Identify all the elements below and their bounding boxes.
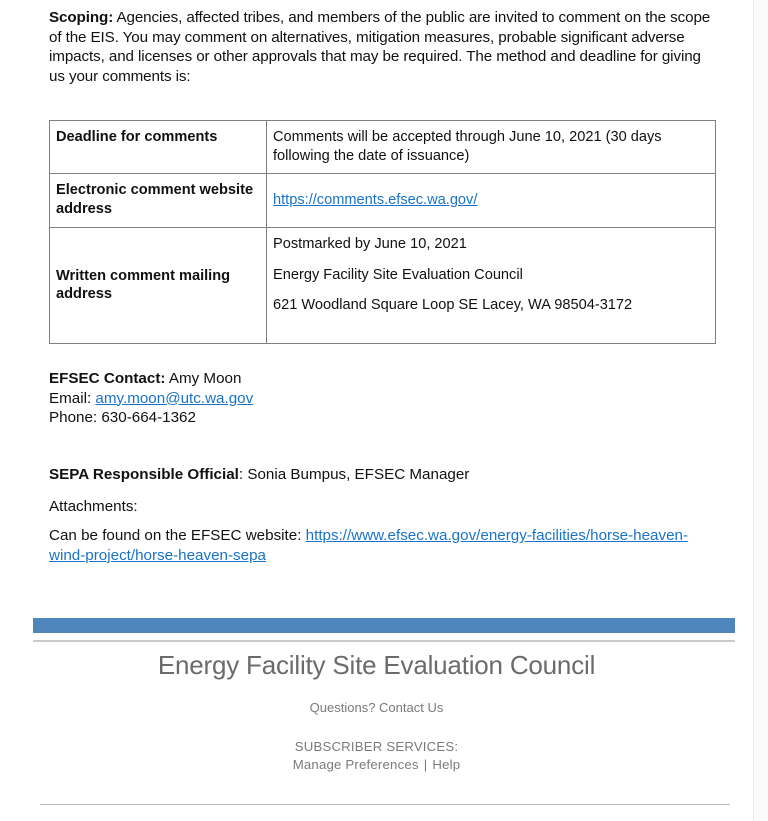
table-row <box>50 228 716 344</box>
subscriber-services <box>0 738 753 774</box>
footer-title: Energy Facility Site Evaluation Council <box>157 650 596 680</box>
footer-accent-bar <box>33 618 735 633</box>
attachments-heading: Attachments: <box>49 498 138 515</box>
table-row <box>50 174 716 228</box>
email-label: Email: <box>49 389 96 407</box>
email-link[interactable]: amy.moon@utc.wa.gov <box>95 389 254 407</box>
agency-name-text: Energy Facility Site Evaluation Council <box>273 266 523 283</box>
subscriber-services-links <box>0 756 753 774</box>
email-line <box>49 389 719 409</box>
comments-website-link[interactable]: https://comments.efsec.wa.gov/ <box>273 191 478 208</box>
deadline-text: Comments will be accepted through June 10, 2021 (30 days following the date of issuance) <box>273 129 662 164</box>
row-value-mailing <box>267 228 716 344</box>
efsec-contact-label: EFSEC Contact: <box>49 370 166 387</box>
scoping-label: Scoping: <box>49 9 114 26</box>
postmark-text: Postmarked by June 10, 2021 <box>273 236 467 252</box>
comment-information-table <box>49 120 716 344</box>
scoping-paragraph-container <box>49 8 717 86</box>
street-address-text: 621 Woodland Square Loop SE Lacey, WA 98504-3172 <box>273 297 633 313</box>
sepa-official-block <box>49 465 719 485</box>
attachments-lead-text: Can be found on the EFSEC website: <box>49 527 306 544</box>
manage-preferences-link[interactable]: Manage Preferences <box>292 757 419 772</box>
row-label-mailing: Written comment mailing address <box>50 228 267 344</box>
scoping-paragraph <box>49 8 717 86</box>
row-label-deadline: Deadline for comments <box>50 121 267 174</box>
scoping-text: Agencies, affected tribes, and members of the public are invited to comment on the scope of the EIS. You may comment on alternatives, mitigation measures, probable significant adverse impacts, and licenses or other approvals that may be required. The method and deadline for giving us your comments is: <box>49 9 711 85</box>
row-value-deadline <box>267 121 716 174</box>
attachments-url-link[interactable]: https://www.efsec.wa.gov/energy-facilities/horse-heaven-wind-project/horse-heaven-sepa <box>49 527 689 564</box>
sepa-value: : Sonia Bumpus, EFSEC Manager <box>238 466 470 483</box>
footer-contact-us[interactable]: Questions? Contact Us <box>309 700 444 715</box>
efsec-contact-name: Amy Moon <box>165 370 242 387</box>
row-label-website: Electronic comment website address <box>50 174 267 228</box>
phone-line <box>49 408 719 428</box>
subscriber-services-heading: SUBSCRIBER SERVICES: <box>294 739 459 754</box>
row-value-website <box>267 174 716 228</box>
link-separator: | <box>423 757 428 772</box>
page-right-gutter <box>753 0 768 821</box>
efsec-contact-line <box>49 369 719 389</box>
attachments-body <box>49 526 719 565</box>
phone-label: Phone: <box>49 409 102 426</box>
efsec-contact-block <box>49 369 719 428</box>
table-row <box>50 121 716 174</box>
help-link[interactable]: Help <box>432 757 461 772</box>
bottom-divider <box>40 804 730 805</box>
phone-number: 630-664-1362 <box>101 409 196 426</box>
sepa-label: SEPA Responsible Official <box>49 466 239 483</box>
footer-divider <box>33 640 735 642</box>
